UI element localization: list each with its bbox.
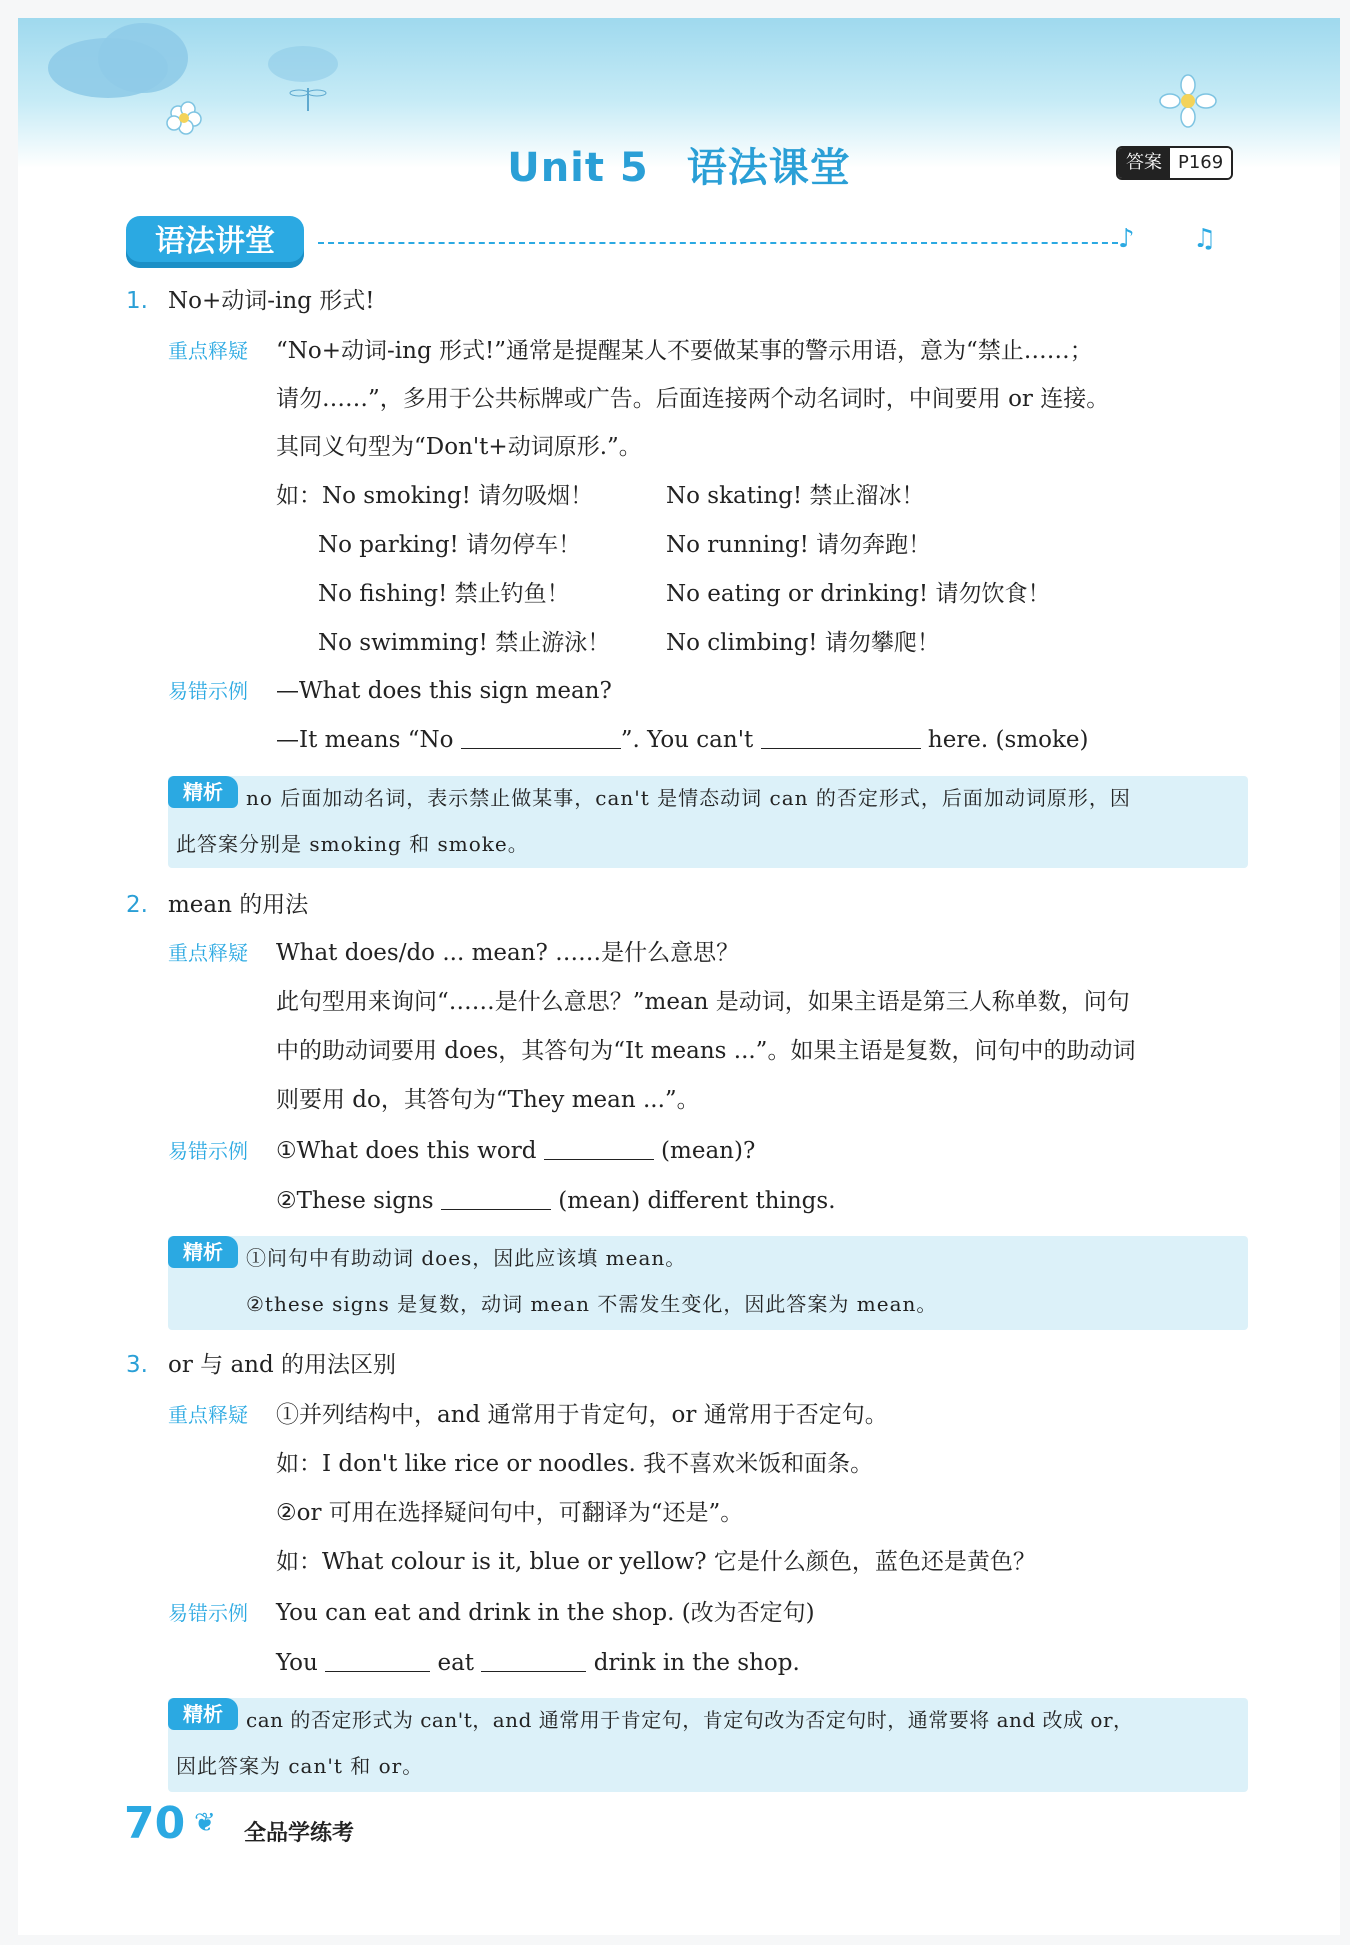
mistake-text: here. (smoke) (927, 727, 1089, 753)
mistake-answer (276, 725, 1089, 755)
page-number: 70 (124, 1798, 186, 1849)
brand-name: 全品学练考 (244, 1821, 355, 1846)
page (18, 18, 1340, 1935)
dashed-divider (318, 242, 1118, 244)
analysis-line: ②these signs 是复数，动词 mean 不需发生变化，因此答案为 mean。 (246, 1292, 938, 1316)
point-number: 2. (126, 892, 148, 918)
point-heading: No+动词-ing 形式! (168, 288, 375, 314)
example-right: No skating! 禁止溜冰！ (666, 483, 925, 509)
example-left: No swimming! 禁止游泳！ (318, 630, 611, 656)
mistake-text: ”. You can't (620, 727, 754, 753)
explain-line: ②or 可用在选择疑问句中，可翻译为“还是”。 (276, 1500, 744, 1526)
analysis-line: 因此答案为 can't 和 or。 (176, 1754, 424, 1778)
example-left: No parking! 请勿停车！ (318, 532, 582, 558)
analysis-line: no 后面加动名词，表示禁止做某事，can't 是情态动词 can 的否定形式，后面加动词原形，因 (246, 786, 1131, 810)
example-left: No fishing! 禁止钓鱼！ (318, 581, 570, 607)
example-right: No climbing! 请勿攀爬！ (666, 630, 940, 656)
mistake-text: ②These signs (276, 1188, 434, 1214)
explain-line: 如：What colour is it, blue or yellow? 它是什么颜色，蓝色还是黄色？ (276, 1549, 1036, 1575)
mistake-text: drink in the shop. (593, 1650, 800, 1676)
analysis-line: ①问句中有助动词 does，因此应该填 mean。 (246, 1246, 687, 1270)
answer-blank[interactable] (461, 726, 621, 749)
analysis-box (168, 776, 1248, 868)
mistake-text: —It means “No (276, 727, 454, 753)
analysis-box (168, 1698, 1248, 1792)
point-heading: mean 的用法 (168, 892, 309, 918)
explain-line: 如：I don't like rice or noodles. 我不喜欢米饭和面条。 (276, 1451, 874, 1477)
explain-line: “No+动词-ing 形式!”通常是提醒某人不要做某事的警示用语，意为“禁止……； (276, 338, 1093, 364)
explain-line: 此句型用来询问“……是什么意思？”mean 是动词，如果主语是第三人称单数，问句 (276, 989, 1130, 1015)
key-line: What does/do ... mean? ……是什么意思？ (276, 940, 740, 966)
answer-blank[interactable] (481, 1649, 586, 1672)
leaf-icon: ❦ (194, 1808, 216, 1838)
cloud-icon (98, 23, 188, 93)
example-right: No eating or drinking! 请勿饮食！ (666, 581, 1051, 607)
title-label: 语法课堂 (686, 145, 851, 191)
explain-line: 其同义句型为“Don't+动词原形.”。 (276, 434, 642, 460)
key-tag: 重点释疑 (168, 1403, 248, 1427)
point-heading: or 与 and 的用法区别 (168, 1352, 397, 1378)
answer-page: P169 (1170, 148, 1231, 178)
answer-blank[interactable] (544, 1137, 654, 1160)
mistake-tag: 易错示例 (168, 1601, 248, 1625)
mistake-text: You (276, 1650, 318, 1676)
key-tag: 重点释疑 (168, 941, 248, 965)
answer-blank[interactable] (325, 1649, 430, 1672)
dragonfly-icon (288, 83, 328, 113)
mistake-tag: 易错示例 (168, 679, 248, 703)
point-number: 1. (126, 288, 148, 314)
mistake-text: (mean)? (661, 1138, 756, 1164)
mistake-line (276, 1186, 836, 1216)
music-note-icon: ♫ (1193, 224, 1217, 254)
mistake-text: ①What does this word (276, 1138, 537, 1164)
analysis-tag: 精析 (168, 776, 238, 808)
flower-icon (1158, 73, 1218, 133)
analysis-tag: 精析 (168, 1236, 238, 1268)
mistake-text: eat (437, 1650, 475, 1676)
mistake-tag: 易错示例 (168, 1139, 248, 1163)
unit-label: Unit 5 (507, 145, 649, 191)
mistake-line (276, 1136, 755, 1166)
mistake-question: You can eat and drink in the shop. (改为否定句) (276, 1600, 815, 1626)
explain-line: 中的助动词要用 does，其答句为“It means ...”。如果主语是复数，问句中的助动词 (276, 1038, 1136, 1064)
answer-blank[interactable] (761, 726, 921, 749)
analysis-line: 此答案分别是 smoking 和 smoke。 (176, 832, 529, 856)
explain-line: ①并列结构中，and 通常用于肯定句，or 通常用于否定句。 (276, 1402, 888, 1428)
explain-line: 请勿……”，多用于公共标牌或广告。后面连接两个动名词时，中间要用 or 连接。 (276, 386, 1110, 412)
explain-line: 则要用 do，其答句为“They mean ...”。 (276, 1087, 700, 1113)
answer-label: 答案 (1118, 148, 1170, 178)
answer-blank[interactable] (441, 1187, 551, 1210)
analysis-box (168, 1236, 1248, 1330)
example-right: No running! 请勿奔跑！ (666, 532, 932, 558)
mistake-text: (mean) different things. (558, 1188, 836, 1214)
answer-reference (1116, 146, 1233, 180)
mistake-answer (276, 1648, 800, 1678)
mistake-question: —What does this sign mean? (276, 678, 612, 704)
cloud-icon (268, 46, 338, 82)
key-tag: 重点释疑 (168, 339, 248, 363)
analysis-tag: 精析 (168, 1698, 238, 1730)
example-left: 如：No smoking! 请勿吸烟！ (276, 483, 594, 509)
analysis-line: can 的否定形式为 can't，and 通常用于肯定句，肯定句改为否定句时，通常要将 and 改成 or， (246, 1708, 1134, 1732)
music-note-icon: ♪ (1118, 224, 1135, 254)
section-heading: 语法讲堂 (126, 216, 304, 268)
point-number: 3. (126, 1352, 148, 1378)
